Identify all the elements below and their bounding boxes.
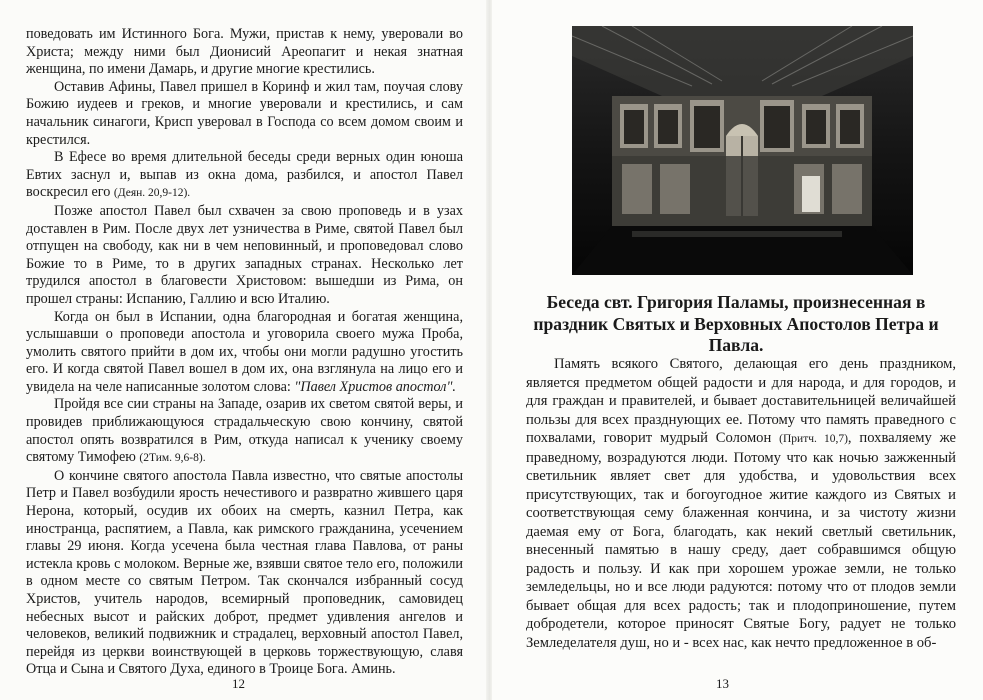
paragraph-martyrdom: О кончине святого апостола Павла известно, что святые апостолы Петр и Павел возбудили ярость нечестивого и развратно жившего царя Нерона, который, осудив их обоих на смерть, казнил Петра, как иностранца, распятием, а Павла, как римского гражданина, усечением главы 29 июня. Когда усечена была честная глава Павлова, от раны истекла кровь с молоком. Верные же, взявши святое тело его, положили в одном месте со святым Петром. Так скончался избранный сосуд Христов, учитель народов, всемирный проповедник, самовидец небесных высот и райских доброт, предмет удивления ангелов и человеков, великий подвижник и страдалец, верховный апостол Павел, перейдя из церкви воинствующей в церковь торжествующую, славя Отца и Сына и Святого Духа, единого в Троице Бога. Аминь. [26, 467, 463, 678]
church-iconostasis-photo [572, 26, 913, 275]
paragraph-spain: Когда он был в Испании, одна благородная и богатая женщина, услышавши о проповеди апостола и уговорила своего мужа Проба, умолить святого прийти в дом их, чтобы они могли радушно угостить его. И когда святой Павел вошел в дом их, она взглянула на лицо его и увидела на челе написанные золотом слова: "Павел Христов апостол". [26, 308, 463, 395]
paragraph-sermon: Память всякого Святого, делающая его день праздником, является предметом общей радости и для народа, и для городов, и для граждан и правителей, и бывает доставительницей величайшей пользы для всех празднующих ее. Потому что память праведного с похвалами, говорит мудрый Соломон (Притч. 10,7), похваляему же праведному, возрадуются люди. Потому что как ночью зажженный светильник являет свет для удобства, и удовольствия всех присутствующих, так и богоугодное житие каждого из Святых и соответствующая сему блаженная кончина, и за чистоту жизни даемая ему от Бога, благодать, как некий светлый светильник, внесенный памятью в нашу среду, дает собравшимся общую радость и пользу. И как при хорошем урожае земли, не только земледельцы, но и все люди радуются: потому что от плодов земли бывает общая для всех радость; так и плодоприношение, путем добродетели, которое приносят Святые Богу, радует не только Земледелателя душ, но и - всех нас, как нечто предложенное в об- [526, 356, 956, 651]
paragraph-return: Пройдя все сии страны на Западе, озарив их светом святой веры, и провидев приближающуюся страдальческую свою кончину, святой апостол опять возвратился в Рим, откуда написал к ученику своему святому Тимофею (2Тим. 9,6-8). [26, 396, 463, 466]
sermon-heading: Беседа свт. Григория Паламы, произнесенная в праздник Святых и Верховных Апостолов Петра и Павла. [533, 292, 939, 355]
left-page [0, 0, 488, 700]
iconostasis-illustration [572, 26, 913, 275]
reference-acts: (Деян. 20,9-12). [113, 187, 191, 200]
paragraph-ephesus: В Ефесе во время длительной беседы среди верных один юноша Евтих заснул и, выпав из окна дома, разбился, и апостол Павел воскресил его (Деян. 20,9-12). [26, 149, 463, 201]
left-text-column [26, 26, 463, 679]
reference-timothy: (2Тим. 9,6-8). [139, 452, 206, 465]
paragraph-rome: Позже апостол Павел был схвачен за свою проповедь и в узах доставлен в Рим. После двух лет узничества в Риме, святой Павел был отпущен на свободу, как ни в чем неповинный, и проповедовал слово Божие то в Риме, то в других западных странах. Несколько лет трудился апостол в благовести Христовом: вышедши из Рима, он прошел страны: Испанию, Галлию и всю Италию. [26, 202, 463, 307]
reference-proverbs: (Притч. 10,7) [779, 433, 848, 445]
right-text-column [526, 355, 956, 652]
quote-inscription: "Павел Христов апостол". [294, 378, 456, 395]
right-page [492, 0, 983, 700]
paragraph-corinth: Оставив Афины, Павел пришел в Коринф и жил там, поучая слову Божию иудеев и греков, и многие уверовали и крестились, и сам начальник синагоги, Крисп уверовал в Господа со всем домом своим и крестился. [26, 78, 463, 148]
page-number-left: 12 [232, 676, 245, 691]
paragraph-athens: поведовать им Истинного Бога. Мужи, пристав к нему, уверовали во Христа; между ними был Дионисий Ареопагит и некая знатная женщина, по имени Дамарь, и другие многие крестились. [26, 26, 463, 78]
page-number-right: 13 [716, 676, 729, 691]
